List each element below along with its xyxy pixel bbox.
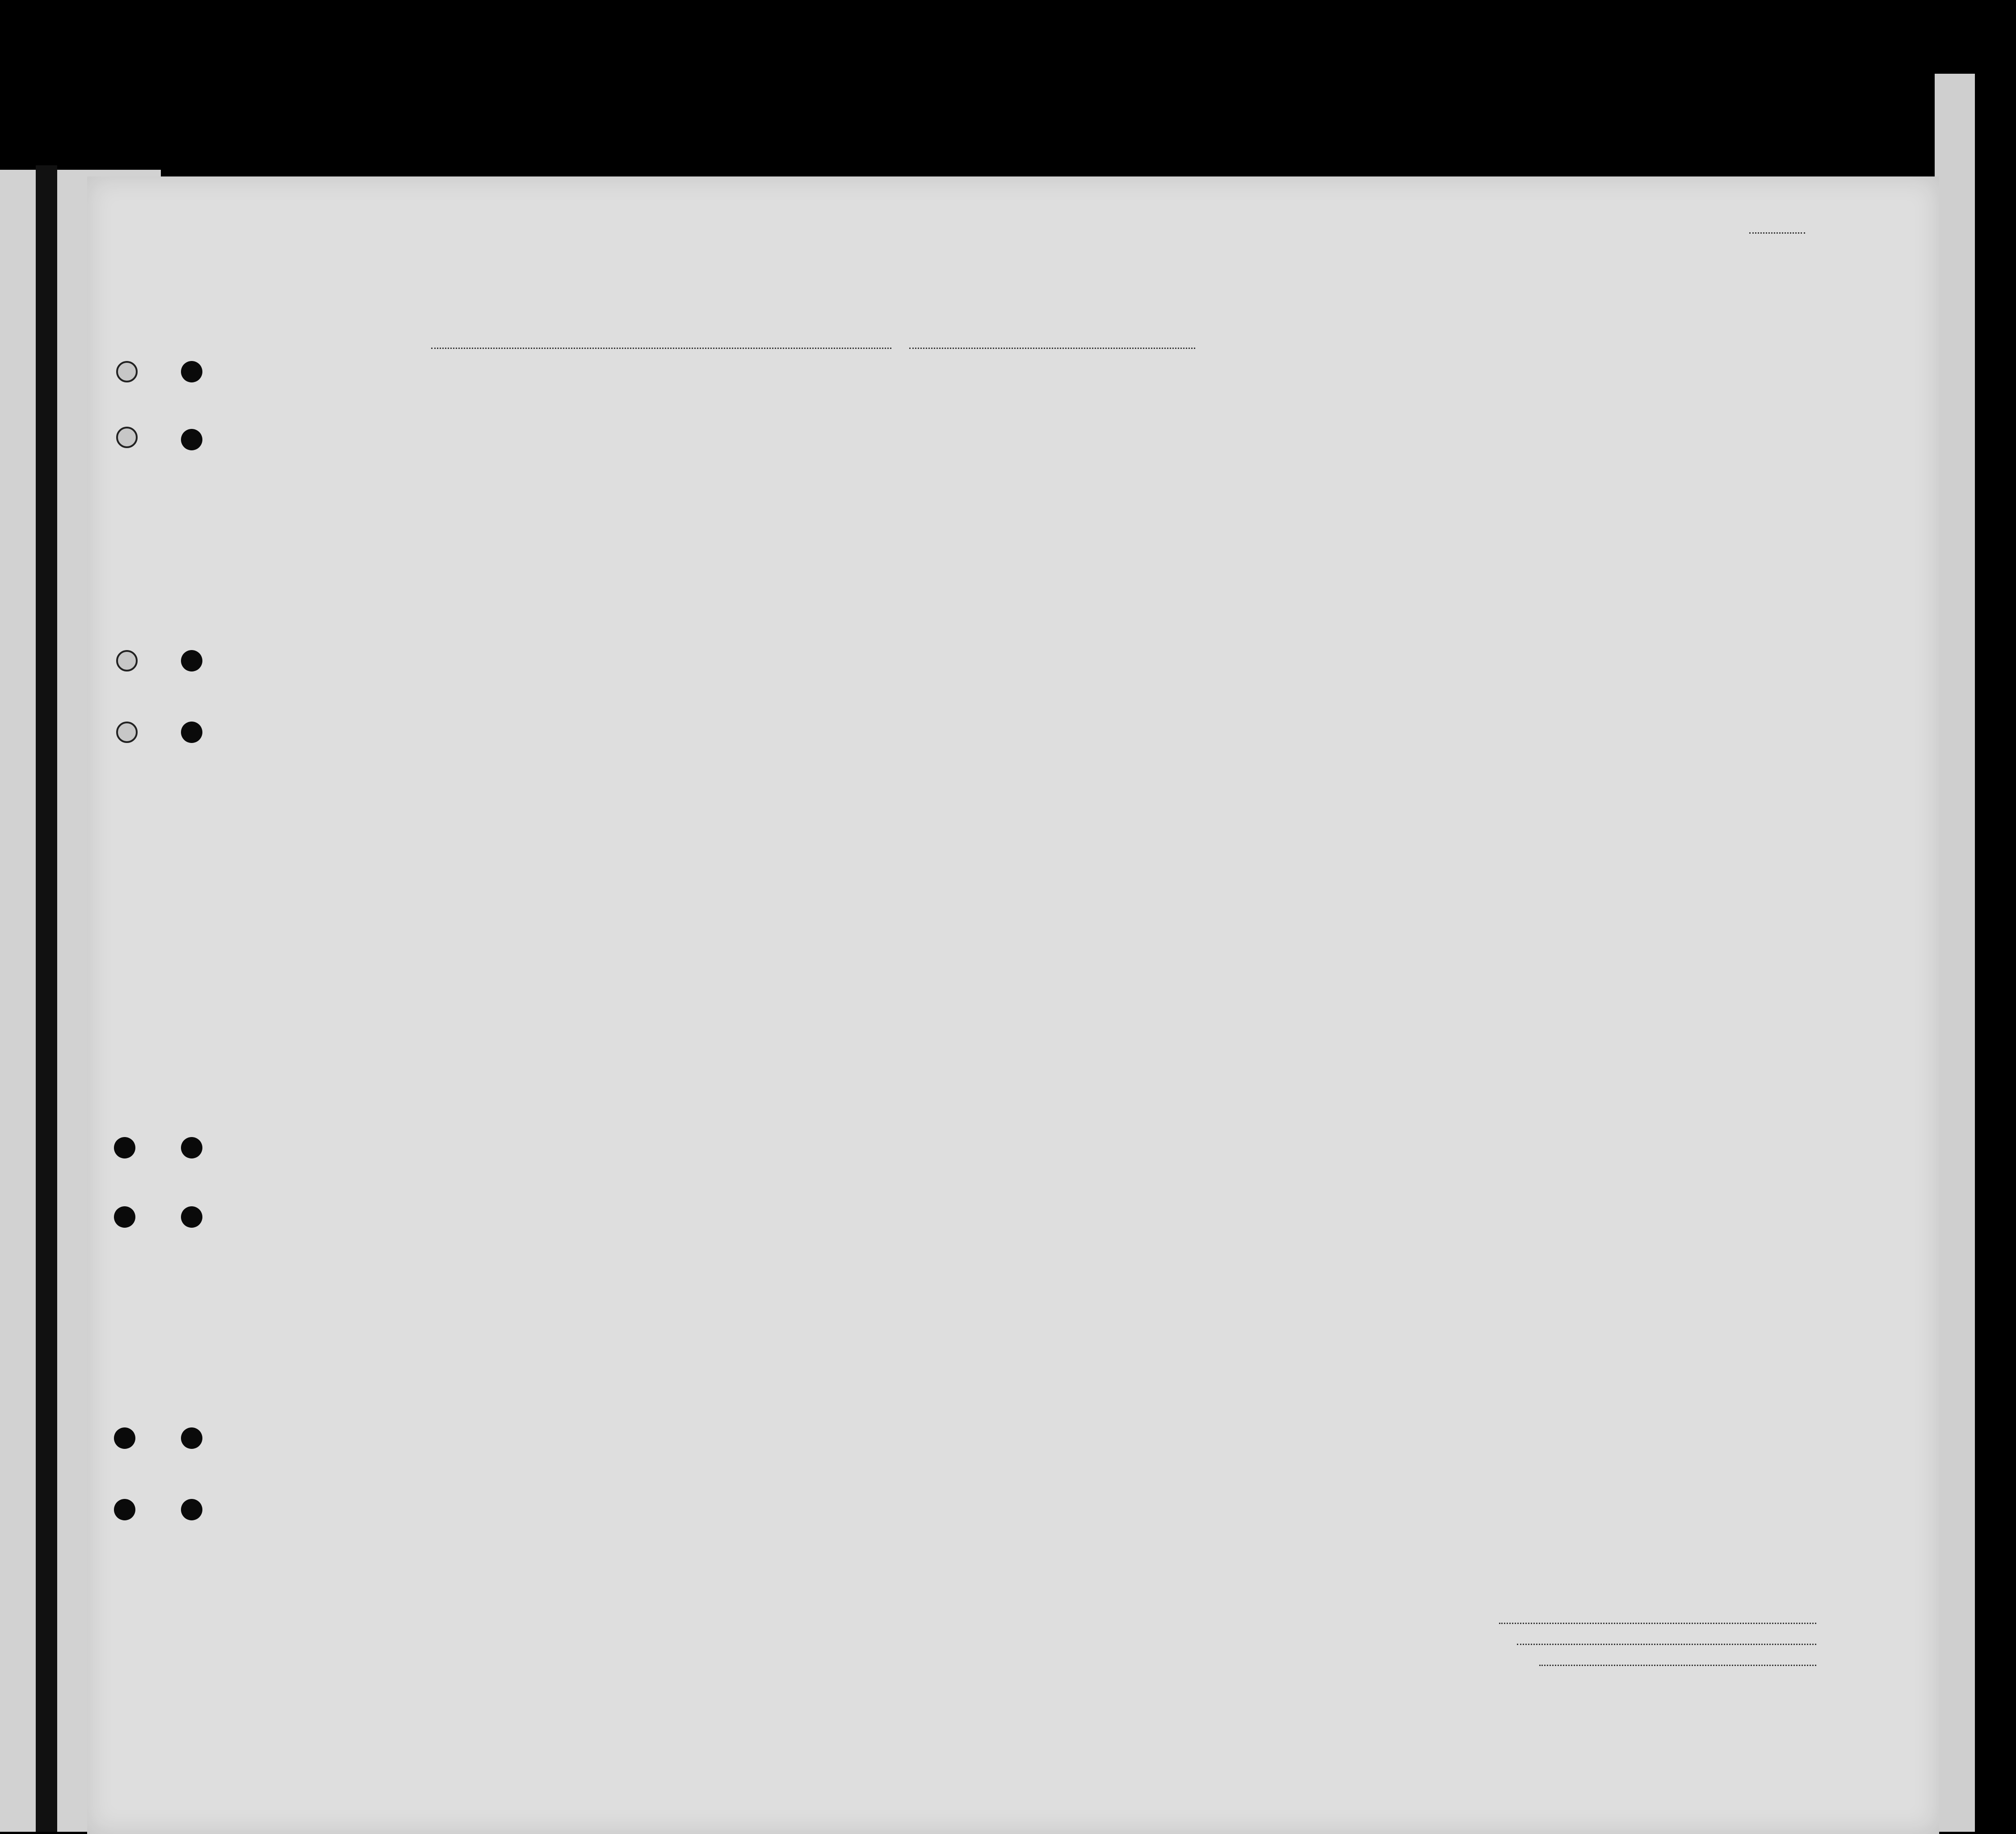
arrival-date bbox=[909, 348, 1195, 349]
col-29-header bbox=[1414, 422, 1451, 529]
right-page-edge bbox=[1935, 74, 1975, 1832]
binder-hole bbox=[181, 1499, 202, 1520]
manifest-sheet bbox=[87, 176, 1939, 1834]
binder-hole bbox=[114, 1206, 135, 1228]
col-24-return-header bbox=[1174, 447, 1201, 532]
binder-hole bbox=[181, 722, 202, 743]
local-agents-field bbox=[1539, 1665, 1816, 1666]
binder-hole bbox=[181, 1427, 202, 1449]
binder-hole bbox=[181, 1206, 202, 1228]
binder-hole bbox=[114, 1499, 135, 1520]
col-21-header bbox=[760, 424, 781, 527]
owners-field bbox=[1517, 1644, 1816, 1645]
col-28-header bbox=[1362, 422, 1407, 529]
col-26-header bbox=[1322, 422, 1334, 529]
binder-hole bbox=[116, 650, 138, 671]
binder-spine bbox=[36, 165, 57, 1832]
list-number bbox=[1749, 232, 1805, 234]
col-25-header bbox=[1278, 422, 1314, 529]
col-24-citizen-header bbox=[1242, 447, 1269, 532]
col-31-header bbox=[1476, 422, 1491, 529]
col-34-inches-header bbox=[1623, 500, 1635, 532]
arrival-port bbox=[431, 348, 891, 349]
binder-hole bbox=[116, 427, 138, 448]
binder-hole bbox=[181, 650, 202, 671]
binder-hole bbox=[181, 1137, 202, 1158]
col-30-header bbox=[1457, 422, 1473, 529]
col-24-length-header bbox=[1209, 447, 1235, 532]
binder-hole bbox=[116, 361, 138, 382]
col-19-header bbox=[648, 424, 666, 527]
line-field bbox=[1499, 1623, 1816, 1624]
binder-hole bbox=[116, 722, 138, 743]
binder-hole bbox=[181, 429, 202, 450]
col-27-header bbox=[1342, 422, 1354, 529]
binder-hole bbox=[181, 361, 202, 382]
binder-hole bbox=[114, 1427, 135, 1449]
col-34-feet-header bbox=[1603, 505, 1616, 532]
binder-hole bbox=[114, 1137, 135, 1158]
